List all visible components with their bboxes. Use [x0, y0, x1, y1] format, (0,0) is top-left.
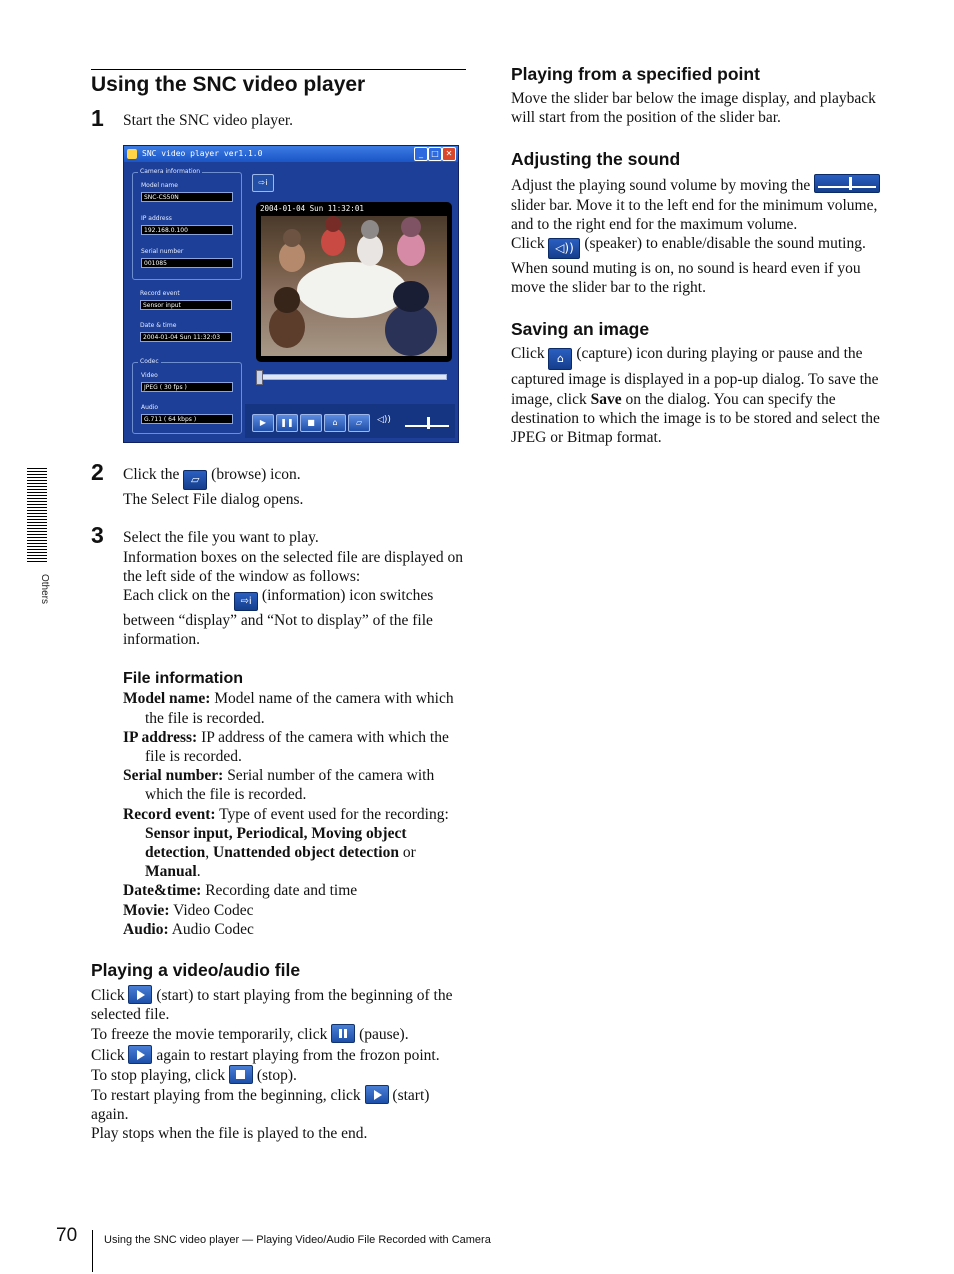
video-area — [245, 166, 455, 402]
left-column — [91, 69, 467, 1144]
term: Serial number: — [123, 767, 224, 785]
serial-value: 001085 — [141, 258, 233, 268]
info-toggle-button[interactable]: ⇨i — [252, 174, 274, 192]
datetime-value: 2004-01-04 Sun 11:32:03 — [140, 332, 232, 342]
sound-p1 — [511, 174, 889, 234]
text: (capture) icon during playing or pause and the captured image is displayed in a pop-up dialog. To save the image, click — [511, 345, 879, 408]
term: Audio: — [123, 920, 169, 938]
desc: Model name of the camera with which the file is recorded. — [145, 690, 454, 727]
speaker-icon: ◁)) — [548, 238, 580, 259]
def-ip — [123, 728, 467, 766]
footer-running-title: Using the SNC video player — Playing Video/Audio File Recorded with Camera — [104, 1234, 491, 1246]
capture-icon: ⌂ — [548, 348, 572, 370]
text: (pause). — [359, 1026, 409, 1044]
datetime-label: Date & time — [140, 322, 177, 330]
record-value: Sensor input — [140, 300, 232, 310]
footer-rule — [92, 1230, 93, 1272]
comma: , — [205, 844, 210, 862]
desc: Audio Codec — [171, 920, 254, 938]
step-number: 3 — [91, 522, 104, 549]
pause-icon — [331, 1024, 355, 1043]
step3-line2: Information boxes on the selected file are displayed on the left side of the window as follows: — [123, 548, 464, 585]
browse-button[interactable]: ▱ — [348, 414, 370, 432]
step-number: 2 — [91, 459, 104, 486]
step3-line3-post: (information) icon switches between “display” and “Not to display” of the file information. — [123, 587, 434, 649]
term: IP address: — [123, 728, 198, 746]
or: or — [402, 844, 416, 862]
saving-text — [511, 344, 889, 447]
right-column — [511, 63, 889, 447]
desc: Type of event used for the recording: — [219, 805, 449, 823]
def-audio — [123, 920, 467, 939]
playing-p6: Play stops when the file is played to the end. — [91, 1125, 368, 1143]
def-record — [123, 805, 467, 882]
section-tab-marker — [27, 468, 47, 562]
text: To freeze the movie temporarily, click — [91, 1026, 328, 1044]
opt: Sensor input, Periodical, Moving object detection — [145, 824, 407, 862]
minimize-icon: _ — [414, 147, 428, 161]
model-value: SNC-CS50N — [141, 192, 233, 202]
save-term: Save — [590, 390, 622, 408]
play-button[interactable]: ▶ — [252, 414, 274, 432]
start-icon — [128, 1045, 152, 1064]
scene-child — [357, 234, 383, 266]
speaker-icon[interactable]: ◁)) — [377, 415, 391, 426]
desc: Recording date and time — [205, 882, 358, 900]
step-text: Start the SNC video player. — [123, 112, 294, 129]
text: (stop). — [256, 1066, 297, 1084]
opt: Manual — [145, 863, 197, 881]
opt: Unattended object detection — [213, 844, 399, 862]
capture-button[interactable]: ⌂ — [324, 414, 346, 432]
text: Click — [511, 235, 545, 253]
term: Date&time: — [123, 882, 202, 900]
information-icon: ⇨i — [234, 592, 258, 611]
scene-child — [279, 242, 305, 272]
text: slider bar. Move it to the left end for the minimum volume, and to the right end for the maximum volume. — [511, 196, 878, 233]
maximize-icon: □ — [428, 147, 442, 161]
group-title: Camera information — [140, 168, 201, 176]
step3-line3-pre: Each click on the — [123, 587, 231, 605]
def-serial — [123, 766, 467, 804]
video-value: JPEG ( 30 fps ) — [141, 382, 233, 392]
player-title: SNC video player ver1.1.0 — [142, 149, 263, 159]
start-icon — [128, 985, 152, 1004]
def-model — [123, 689, 467, 727]
step-1 — [91, 105, 467, 131]
playing-p3 — [91, 1045, 467, 1065]
sound-heading: Adjusting the sound — [511, 149, 681, 170]
position-slider-knob[interactable] — [256, 370, 263, 385]
playing-p5 — [91, 1085, 467, 1124]
text: Click — [91, 1046, 125, 1064]
desc: IP address of the camera with which the file is recorded. — [145, 728, 449, 766]
text: on the dialog. You can specify the destination to which the image is to be stored and select the JPEG or Bitmap format. — [511, 390, 880, 447]
page-number: 70 — [56, 1225, 78, 1246]
scene-child — [321, 228, 345, 256]
volume-slider-knob[interactable] — [427, 417, 430, 429]
serial-label: Serial number — [141, 248, 184, 256]
control-bar — [245, 404, 455, 438]
term: Model name: — [123, 690, 211, 708]
specified-heading: Playing from a specified point — [511, 64, 760, 84]
def-movie — [123, 901, 467, 920]
playing-p4 — [91, 1065, 467, 1085]
term: Movie: — [123, 901, 170, 919]
close-icon: ✕ — [442, 147, 456, 161]
scene-child — [397, 232, 425, 266]
playing-p2 — [91, 1024, 467, 1044]
group-title: Codec — [140, 358, 159, 366]
specified-text: Move the slider bar below the image display, and playback will start from the position of the slider bar. — [511, 90, 876, 127]
record-label: Record event — [140, 290, 180, 298]
text: again to restart playing from the frozon point. — [156, 1046, 440, 1064]
stop-button[interactable]: ■ — [300, 414, 322, 432]
video-label: Video — [141, 372, 158, 380]
position-slider[interactable] — [257, 374, 447, 380]
playing-p1 — [91, 985, 467, 1024]
audio-label: Audio — [141, 404, 159, 412]
sound-p3: When sound muting is on, no sound is heard even if you move the slider bar to the right. — [511, 260, 861, 297]
step-number: 1 — [91, 105, 104, 131]
start-icon — [365, 1085, 389, 1104]
title-rule — [91, 69, 466, 70]
ip-value: 192.168.0.100 — [141, 225, 233, 235]
desc: Video Codec — [173, 901, 254, 919]
saving-heading: Saving an image — [511, 319, 650, 340]
text: Click — [511, 345, 545, 363]
camera-info-group — [132, 168, 242, 280]
pause-button[interactable]: ❚❚ — [276, 414, 298, 432]
step2-line2: The Select File dialog opens. — [123, 491, 304, 509]
text: Click — [91, 987, 125, 1005]
video-screen — [256, 202, 452, 362]
codec-group — [132, 358, 242, 434]
scene-adult — [385, 304, 437, 356]
step3-line3 — [123, 586, 467, 649]
text: To stop playing, click — [91, 1066, 226, 1084]
playing-heading: Playing a video/audio file — [91, 960, 301, 981]
def-datetime — [123, 881, 467, 900]
browse-icon: ▱ — [183, 470, 207, 490]
term: Record event: — [123, 805, 216, 823]
section-side-label: Others — [39, 574, 50, 605]
step2-post: (browse) icon. — [211, 466, 301, 484]
audio-value: G.711 ( 64 kbps ) — [141, 414, 233, 424]
period: . — [196, 863, 201, 881]
scene-child — [269, 306, 305, 348]
step2-pre: Click the — [123, 466, 180, 484]
stop-icon — [229, 1065, 253, 1084]
info-panel — [129, 166, 242, 436]
text: (speaker) to enable/disable the sound muting. — [584, 235, 866, 253]
section-title: Using the SNC video player — [91, 73, 366, 96]
step-2 — [91, 459, 467, 509]
scene-table — [297, 262, 407, 318]
text: Adjust the playing sound volume by moving the — [511, 177, 811, 195]
volume-slider-icon — [814, 174, 880, 193]
player-title-bar — [124, 146, 458, 162]
desc: Serial number of the camera with which the file is recorded. — [145, 767, 435, 804]
ip-label: IP address — [141, 215, 172, 223]
model-label: Model name — [141, 182, 178, 190]
text: To restart playing from the beginning, click — [91, 1087, 361, 1105]
app-icon — [127, 149, 137, 159]
video-timestamp: 2004-01-04 Sun 11:32:01 — [260, 204, 364, 214]
player-window-screenshot — [123, 145, 459, 443]
text: (start) to start playing from the beginning of the selected file. — [91, 987, 453, 1024]
step-text — [123, 465, 467, 509]
step-3 — [91, 522, 467, 939]
step3-line1: Select the file you want to play. — [123, 529, 319, 547]
file-info-heading: File information — [123, 670, 243, 688]
sound-p2 — [511, 234, 889, 259]
text: (start) again. — [91, 1087, 430, 1124]
video-frame-image — [261, 216, 447, 356]
